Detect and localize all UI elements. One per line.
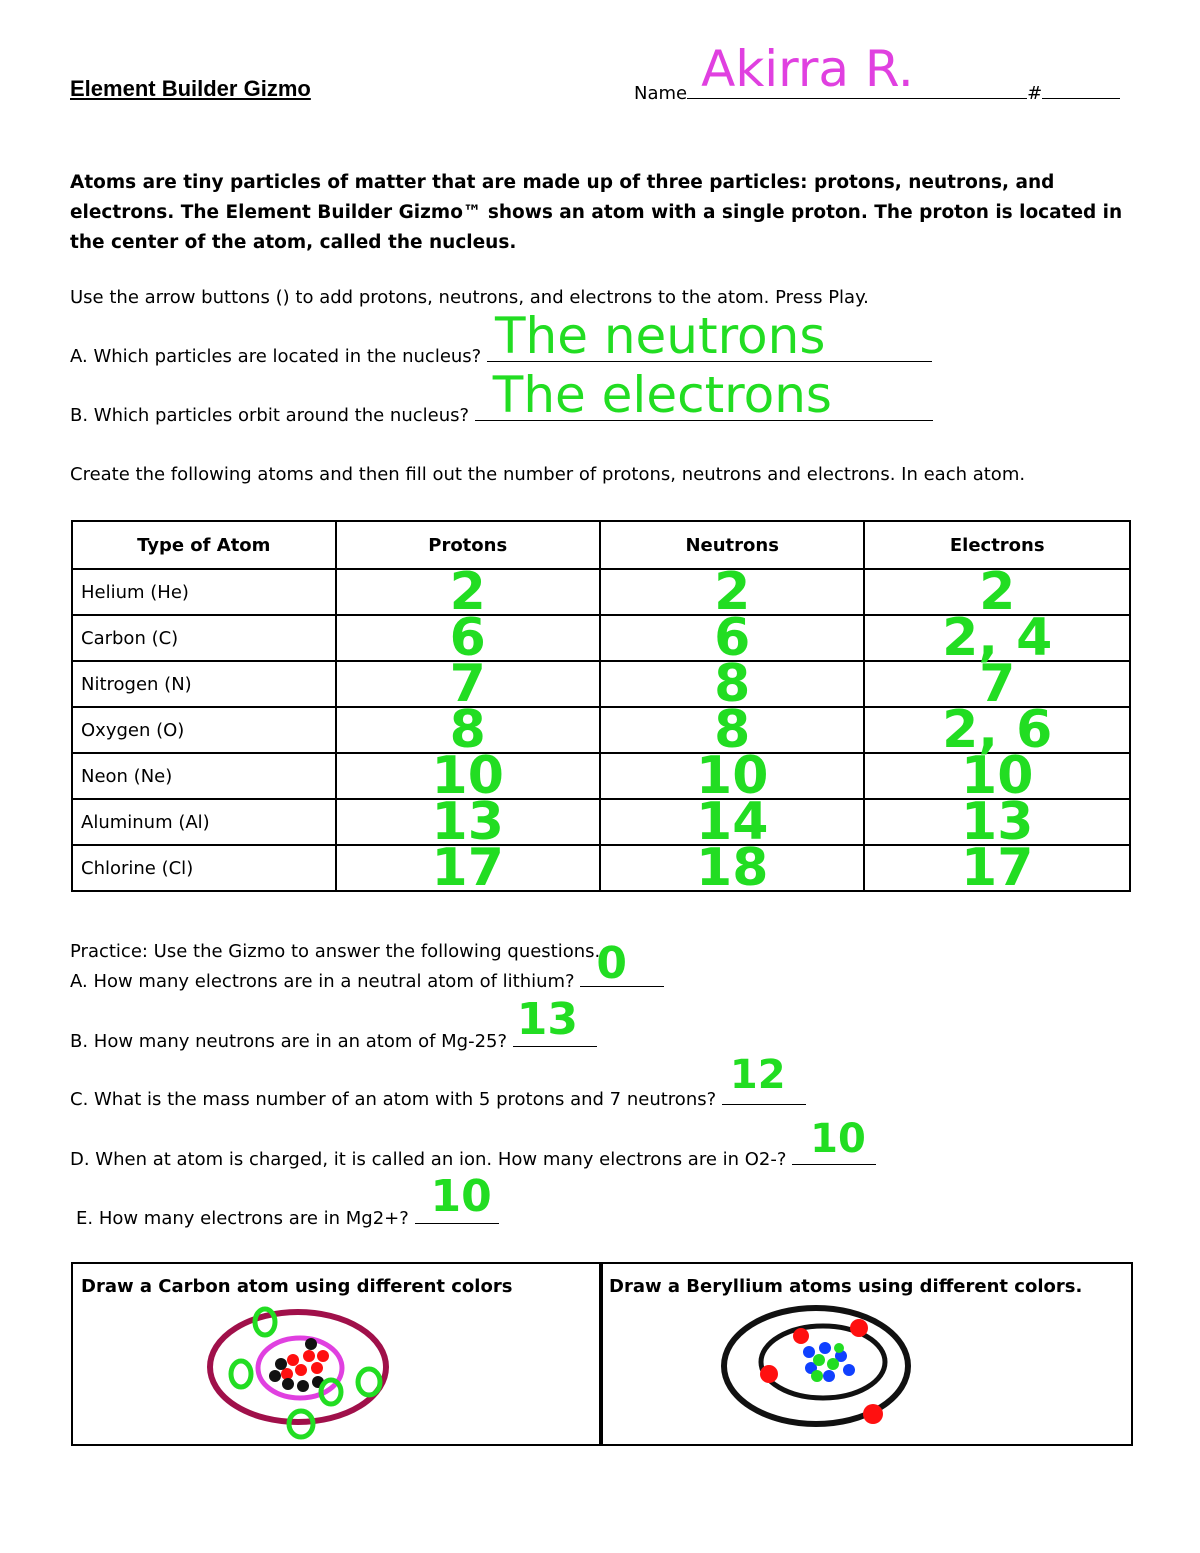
name-label: Name [634,83,688,104]
practice-intro: Practice: Use the Gizmo to answer the following questions. [70,941,601,962]
protons-value: 7 [336,661,600,707]
table-row [72,615,1130,661]
protons-value: 8 [336,707,600,753]
atom-name: Helium (He) [72,569,336,615]
electrons-value: 7 [864,661,1130,707]
practice-question-e [76,1171,499,1229]
carbon-atom-drawing [73,1264,601,1444]
neutrons-value: 8 [600,707,865,753]
beryllium-atom-drawing [601,1264,1131,1444]
answer-b-handwritten: The electrons [492,366,832,424]
practice-b-blank [513,994,597,1047]
practice-e-blank [415,1171,499,1224]
practice-question-d [70,1116,876,1170]
neutrons-value: 14 [600,799,865,845]
practice-b-label: B. How many neutrons are in an atom of Mg-25? [70,1031,508,1052]
neutrons-value: 18 [600,845,865,891]
table-row [72,845,1130,891]
name-field [634,40,1120,104]
atom-name: Aluminum (Al) [72,799,336,845]
protons-value: 17 [336,845,600,891]
answer-a-blank [487,307,932,365]
practice-a-blank [580,938,664,989]
carbon-drawing-label: Draw a Carbon atom using different colors [81,1276,513,1297]
name-handwritten: Akirra R. [701,40,914,98]
atom-table [71,520,1131,898]
neutrons-value: 10 [600,753,865,799]
answer-b-blank [475,366,933,424]
protons-value: 13 [336,799,600,845]
neutrons-value: 2 [600,569,865,615]
carbon-drawing-box [71,1262,603,1446]
practice-e-answer: 10 [430,1171,492,1222]
name-blank [687,40,1027,99]
answer-a-handwritten: The neutrons [494,307,826,365]
protons-value: 2 [336,569,600,615]
practice-d-label: D. When at atom is charged, it is called an ion. How many electrons are in O2-? [70,1149,787,1170]
neutrons-value: 6 [600,615,865,661]
practice-question-c [70,1052,806,1110]
practice-d-answer: 10 [810,1116,866,1162]
practice-d-blank [792,1116,876,1165]
beryllium-drawing-label: Draw a Beryllium atoms using different colors. [609,1276,1083,1297]
electrons-value: 13 [864,799,1130,845]
practice-b-answer: 13 [516,994,579,1045]
practice-c-blank [722,1052,806,1105]
atom-name: Oxygen (O) [72,707,336,753]
atom-name: Nitrogen (N) [72,661,336,707]
play-instruction: Use the arrow buttons () to add protons, neutrons, and electrons to the atom. Press Play. [70,287,869,308]
electrons-value: 10 [864,753,1130,799]
electrons-value: 17 [864,845,1130,891]
practice-question-b [70,994,597,1052]
table-header-row [72,521,1130,569]
atom-name: Chlorine (Cl) [72,845,336,891]
electrons-value: 2, 4 [864,615,1130,661]
worksheet-title: Element Builder Gizmo [70,76,311,101]
number-label: # [1027,83,1043,104]
protons-value: 6 [336,615,600,661]
header-neutrons: Neutrons [600,521,865,569]
electrons-value: 2, 6 [864,707,1130,753]
beryllium-drawing-box [599,1262,1133,1446]
question-a-label: A. Which particles are located in the nucleus? [70,346,482,367]
practice-a-answer: 0 [596,938,627,989]
electrons-value: 2 [864,569,1130,615]
create-instruction: Create the following atoms and then fill out the number of protons, neutrons and electrons. In each atom. [70,464,1026,485]
practice-e-label: E. How many electrons are in Mg2+? [76,1208,409,1229]
protons-value: 10 [336,753,600,799]
question-b-orbit [70,366,933,426]
question-b-label: B. Which particles orbit around the nucleus? [70,405,470,426]
neutrons-value: 8 [600,661,865,707]
question-a-nucleus [70,307,932,367]
number-blank [1042,80,1120,99]
intro-paragraph: Atoms are tiny particles of matter that are made up of three particles: protons, neutrons, and electrons. The Element Builder Gizmo™ shows an atom with a single proton. The proton is located in the center of the atom, called the nucleus. [70,172,1123,253]
practice-a-label: A. How many electrons are in a neutral atom of lithium? [70,971,575,992]
atom-name: Neon (Ne) [72,753,336,799]
header-protons: Protons [336,521,600,569]
atom-name: Carbon (C) [72,615,336,661]
header-type-of-atom: Type of Atom [72,521,336,569]
practice-c-label: C. What is the mass number of an atom with 5 protons and 7 neutrons? [70,1089,717,1110]
header-electrons: Electrons [864,521,1130,569]
practice-c-answer: 12 [729,1052,786,1098]
